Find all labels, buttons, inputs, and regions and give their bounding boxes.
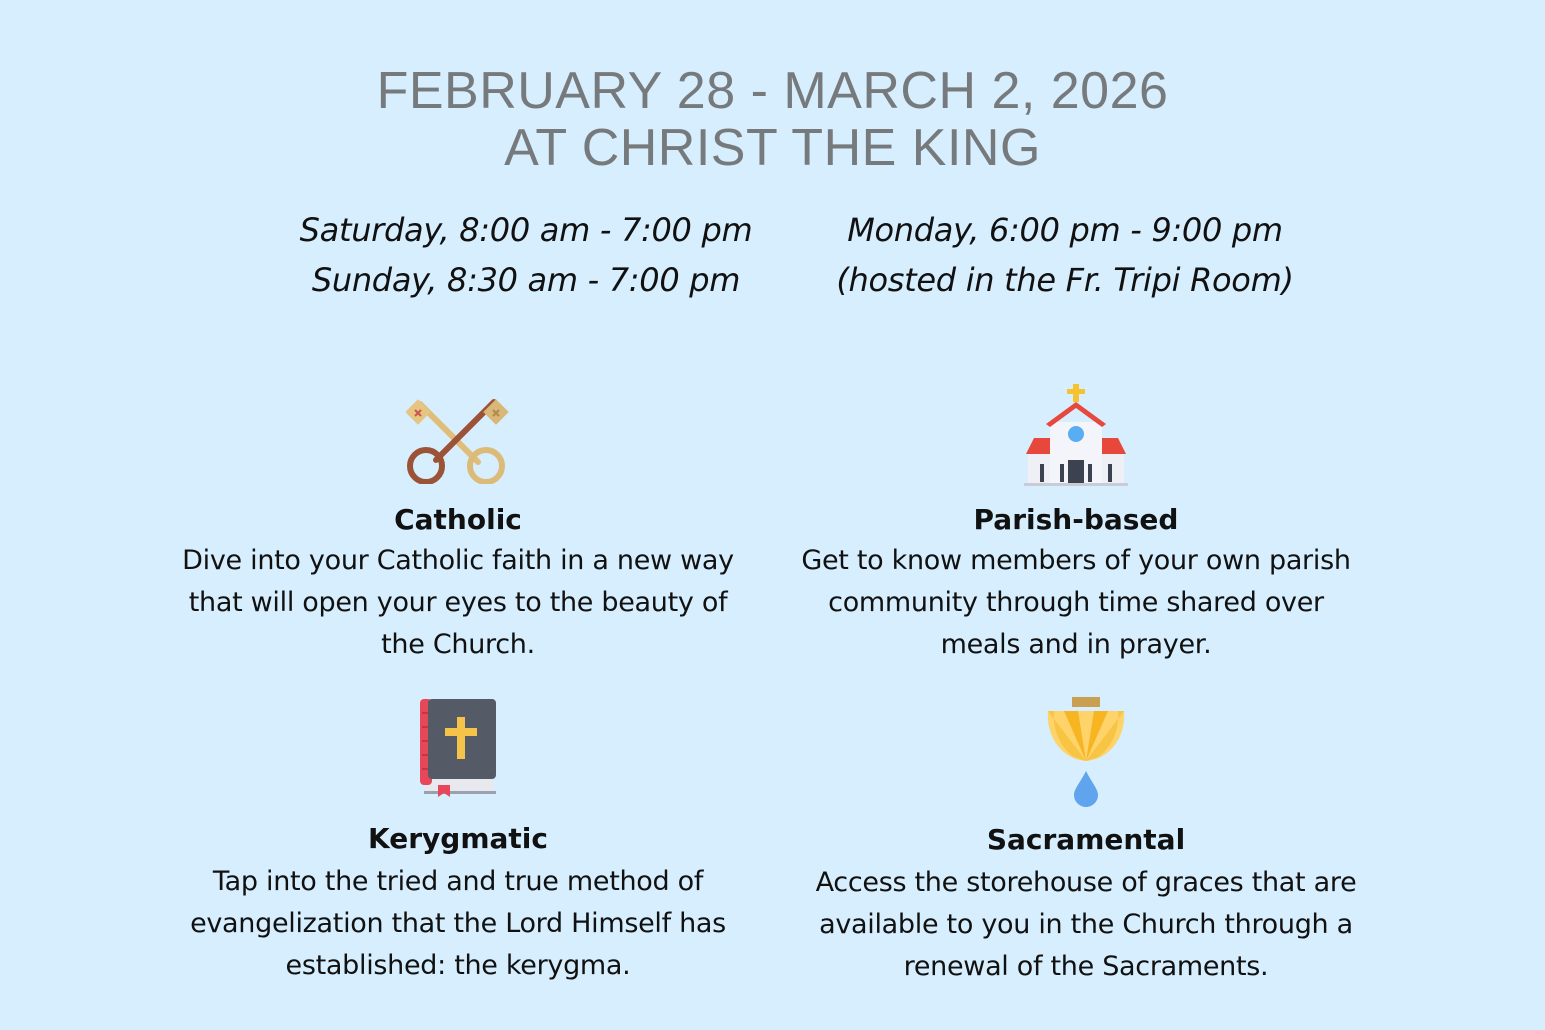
feature-description: Get to know members of your own parish community through time shared over meals and in prayer. — [801, 545, 1351, 660]
feature-sacramental — [786, 695, 1386, 995]
feature-title: Parish-based — [973, 503, 1179, 536]
schedule-monday-location: (hosted in the Fr. Tripi Room) — [836, 261, 1294, 299]
feature-description: Dive into your Catholic faith in a new way that will open your eyes to the beauty of the Church. — [182, 545, 734, 660]
feature-description: Tap into the tried and true method of evangelization that the Lord Himself has established: the kerygma. — [190, 866, 726, 981]
schedule-sunday: Sunday, 8:30 am - 7:00 pm — [311, 261, 741, 299]
schedule-monday-block — [790, 205, 1340, 305]
event-dates-heading: FEBRUARY 28 - MARCH 2, 2026 — [376, 62, 1169, 120]
schedule-monday: Monday, 6:00 pm - 9:00 pm — [847, 211, 1283, 249]
feature-parish-based — [776, 380, 1376, 670]
feature-description: Access the storehouse of graces that are available to you in the Church through a renewal of the Sacraments. — [815, 867, 1357, 982]
church-icon — [1024, 382, 1128, 486]
schedule-weekend — [266, 205, 786, 305]
feature-kerygmatic — [158, 695, 758, 995]
feature-title: Sacramental — [986, 823, 1186, 856]
schedule-saturday: Saturday, 8:00 am - 7:00 pm — [299, 211, 753, 249]
feature-catholic — [158, 380, 758, 670]
feature-title: Kerygmatic — [368, 822, 548, 855]
crossed-keys-icon — [406, 388, 510, 484]
bible-icon — [418, 697, 498, 799]
baptism-shell-icon — [1044, 697, 1128, 809]
feature-title: Catholic — [394, 503, 522, 536]
event-location-heading: AT CHRIST THE KING — [504, 119, 1041, 177]
